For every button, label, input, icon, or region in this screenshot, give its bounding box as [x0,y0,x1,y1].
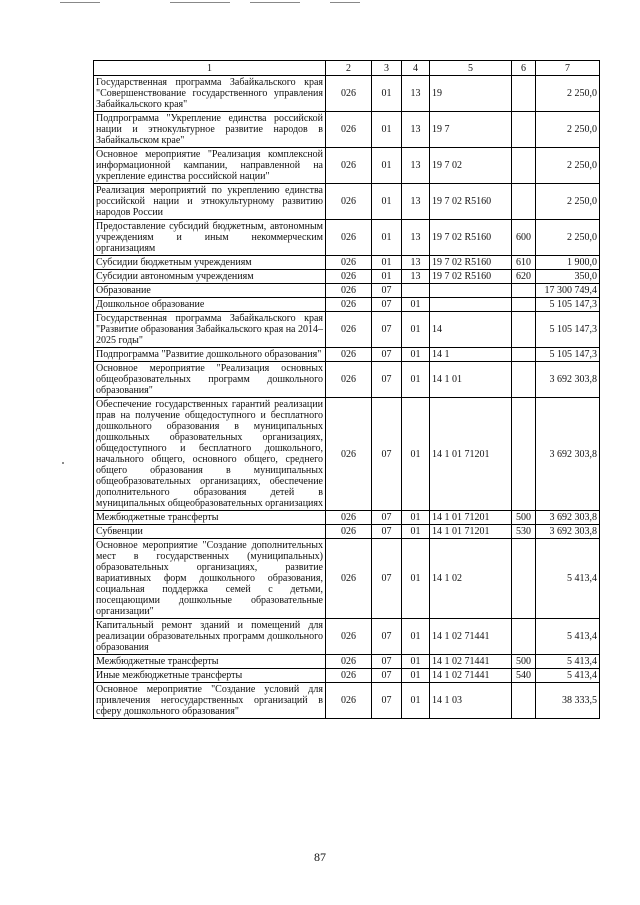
expense-type-cell [512,312,536,348]
section-code-cell: 07 [372,683,402,719]
ministry-code-cell: 026 [326,619,372,655]
table-row [94,76,600,112]
target-article-cell: 14 1 03 [430,683,512,719]
ministry-code-cell: 026 [326,256,372,270]
row-name-cell: Межбюджетные трансферты [94,655,326,669]
table-row [94,220,600,256]
ministry-code-cell: 026 [326,220,372,256]
section-code-cell: 07 [372,619,402,655]
expense-type-cell: 610 [512,256,536,270]
table-row [94,348,600,362]
subsection-code-cell: 01 [402,669,430,683]
section-code-cell: 07 [372,362,402,398]
header-row [94,61,600,76]
target-article-cell: 19 7 02 R5160 [430,220,512,256]
row-name-cell: Межбюджетные трансферты [94,511,326,525]
target-article-cell: 14 1 01 71201 [430,511,512,525]
section-code-cell: 01 [372,148,402,184]
section-code-cell: 07 [372,511,402,525]
ministry-code-cell: 026 [326,270,372,284]
amount-cell: 3 692 303,8 [536,398,600,511]
section-code-cell: 07 [372,539,402,619]
expense-type-cell: 500 [512,511,536,525]
row-name-cell: Государственная программа Забайкальского края "Развитие образования Забайкальского края на 2014–2025 годы" [94,312,326,348]
expense-type-cell [512,184,536,220]
row-name-cell: Капитальный ремонт зданий и помещений для реализации образовательных программ дошкольного образования [94,619,326,655]
amount-cell: 5 105 147,3 [536,348,600,362]
ministry-code-cell: 026 [326,362,372,398]
scan-top-edge-marks [0,0,640,8]
subsection-code-cell: 01 [402,362,430,398]
expense-type-cell: 500 [512,655,536,669]
target-article-cell [430,284,512,298]
section-code-cell: 07 [372,655,402,669]
section-code-cell: 01 [372,76,402,112]
amount-cell: 2 250,0 [536,148,600,184]
page-number: 87 [314,850,326,864]
subsection-code-cell: 01 [402,348,430,362]
subsection-code-cell: 13 [402,112,430,148]
amount-cell: 5 413,4 [536,655,600,669]
subsection-code-cell [402,284,430,298]
amount-cell: 3 692 303,8 [536,525,600,539]
scan-speck [62,462,64,464]
target-article-cell: 14 [430,312,512,348]
expense-type-cell [512,539,536,619]
row-name-cell: Подпрограмма "Развитие дошкольного образования" [94,348,326,362]
target-article-cell: 19 7 02 R5160 [430,184,512,220]
section-code-cell: 01 [372,184,402,220]
row-name-cell: Дошкольное образование [94,298,326,312]
amount-cell: 2 250,0 [536,220,600,256]
section-code-cell: 07 [372,284,402,298]
subsection-code-cell: 01 [402,525,430,539]
row-name-cell: Реализация мероприятий по укреплению единства российской нации и этнокультурному развитию народов России [94,184,326,220]
row-name-cell: Основное мероприятие "Создание дополнительных мест в государственных (муниципальных) образовательных организациях, развитие вариативных форм дошкольного образования, социальная поддержка семей с детьми, посещающими дошкольные образовательные организации" [94,539,326,619]
expense-type-cell [512,148,536,184]
expense-type-cell: 620 [512,270,536,284]
ministry-code-cell: 026 [326,511,372,525]
expense-type-cell [512,398,536,511]
section-code-cell: 07 [372,669,402,683]
amount-cell: 5 413,4 [536,619,600,655]
target-article-cell: 14 1 02 71441 [430,655,512,669]
amount-cell: 17 300 749,4 [536,284,600,298]
target-article-cell: 19 7 02 [430,148,512,184]
target-article-cell: 19 7 02 R5160 [430,256,512,270]
subsection-code-cell: 13 [402,270,430,284]
ministry-code-cell: 026 [326,669,372,683]
expense-type-cell [512,362,536,398]
table-row [94,539,600,619]
table-row [94,298,600,312]
amount-cell: 2 250,0 [536,112,600,148]
expense-type-cell [512,76,536,112]
ministry-code-cell: 026 [326,525,372,539]
section-code-cell: 01 [372,256,402,270]
expense-type-cell: 540 [512,669,536,683]
row-name-cell: Иные межбюджетные трансферты [94,669,326,683]
table-row [94,270,600,284]
table-row [94,184,600,220]
table-row [94,683,600,719]
row-name-cell: Обеспечение государственных гарантий реализации прав на получение общедоступного и бесплатного дошкольного образования в муниципальных дошкольных образовательных организациях, общедоступного и бесплатного дошкольного, начального общего, основного общего, среднего общего образования в муниципальных общеобразовательных организациях, обеспечение дополнительного образования детей в муниципальных общеобразовательных организациях [94,398,326,511]
amount-cell: 2 250,0 [536,184,600,220]
table-row [94,312,600,348]
subsection-code-cell: 13 [402,220,430,256]
table-row [94,148,600,184]
row-name-cell: Субсидии автономным учреждениям [94,270,326,284]
amount-cell: 1 900,0 [536,256,600,270]
subsection-code-cell: 01 [402,619,430,655]
budget-table [93,60,600,719]
table-row [94,284,600,298]
column-header-name: 1 [94,61,326,76]
expense-type-cell [512,619,536,655]
table-row [94,669,600,683]
table-body [94,76,600,719]
table-row [94,511,600,525]
row-name-cell: Основное мероприятие "Реализация основных общеобразовательных программ дошкольного образования" [94,362,326,398]
section-code-cell: 07 [372,312,402,348]
section-code-cell: 01 [372,220,402,256]
ministry-code-cell: 026 [326,539,372,619]
ministry-code-cell: 026 [326,683,372,719]
subsection-code-cell: 01 [402,312,430,348]
expense-type-cell: 530 [512,525,536,539]
row-name-cell: Субсидии бюджетным учреждениям [94,256,326,270]
target-article-cell: 14 1 02 [430,539,512,619]
amount-cell: 3 692 303,8 [536,362,600,398]
subsection-code-cell: 13 [402,76,430,112]
amount-cell: 5 413,4 [536,539,600,619]
ministry-code-cell: 026 [326,76,372,112]
amount-cell: 350,0 [536,270,600,284]
section-code-cell: 07 [372,298,402,312]
subsection-code-cell: 13 [402,148,430,184]
column-header-section: 3 [372,61,402,76]
amount-cell: 5 413,4 [536,669,600,683]
expense-type-cell [512,284,536,298]
row-name-cell: Субвенции [94,525,326,539]
target-article-cell: 14 1 [430,348,512,362]
target-article-cell: 19 7 [430,112,512,148]
ministry-code-cell: 026 [326,348,372,362]
ministry-code-cell: 026 [326,284,372,298]
table-row [94,655,600,669]
expense-type-cell: 600 [512,220,536,256]
section-code-cell: 01 [372,270,402,284]
amount-cell: 2 250,0 [536,76,600,112]
amount-cell: 5 105 147,3 [536,298,600,312]
target-article-cell: 14 1 01 71201 [430,525,512,539]
column-header-target-article: 5 [430,61,512,76]
table-row [94,525,600,539]
section-code-cell: 01 [372,112,402,148]
section-code-cell: 07 [372,398,402,511]
target-article-cell: 14 1 02 71441 [430,619,512,655]
target-article-cell: 19 7 02 R5160 [430,270,512,284]
subsection-code-cell: 01 [402,298,430,312]
table-row [94,398,600,511]
section-code-cell: 07 [372,348,402,362]
expense-type-cell [512,112,536,148]
ministry-code-cell: 026 [326,312,372,348]
ministry-code-cell: 026 [326,112,372,148]
row-name-cell: Образование [94,284,326,298]
amount-cell: 5 105 147,3 [536,312,600,348]
section-code-cell: 07 [372,525,402,539]
amount-cell: 38 333,5 [536,683,600,719]
row-name-cell: Подпрограмма "Укрепление единства российской нации и этнокультурное развитие народов в Забайкальском крае" [94,112,326,148]
target-article-cell: 19 [430,76,512,112]
subsection-code-cell: 01 [402,655,430,669]
ministry-code-cell: 026 [326,184,372,220]
target-article-cell [430,298,512,312]
table-row [94,256,600,270]
row-name-cell: Основное мероприятие "Реализация комплексной информационной кампании, направленной на укрепление единства российской нации" [94,148,326,184]
table-row [94,619,600,655]
target-article-cell: 14 1 01 [430,362,512,398]
subsection-code-cell: 01 [402,683,430,719]
table-row [94,362,600,398]
subsection-code-cell: 13 [402,256,430,270]
target-article-cell: 14 1 01 71201 [430,398,512,511]
target-article-cell: 14 1 02 71441 [430,669,512,683]
row-name-cell: Государственная программа Забайкальского края "Совершенствование государственного управления Забайкальского края" [94,76,326,112]
ministry-code-cell: 026 [326,398,372,511]
row-name-cell: Основное мероприятие "Создание условий для привлечения негосударственных организаций в сферу дошкольного образования" [94,683,326,719]
subsection-code-cell: 13 [402,184,430,220]
subsection-code-cell: 01 [402,398,430,511]
column-header-ministry: 2 [326,61,372,76]
ministry-code-cell: 026 [326,655,372,669]
ministry-code-cell: 026 [326,148,372,184]
expense-type-cell [512,683,536,719]
table-row [94,112,600,148]
expense-type-cell [512,348,536,362]
amount-cell: 3 692 303,8 [536,511,600,525]
row-name-cell: Предоставление субсидий бюджетным, автономным учреждениям и иным некоммерческим организациям [94,220,326,256]
expense-type-cell [512,298,536,312]
subsection-code-cell: 01 [402,539,430,619]
column-header-amount: 7 [536,61,600,76]
ministry-code-cell: 026 [326,298,372,312]
subsection-code-cell: 01 [402,511,430,525]
column-header-subsection: 4 [402,61,430,76]
column-header-expense-type: 6 [512,61,536,76]
